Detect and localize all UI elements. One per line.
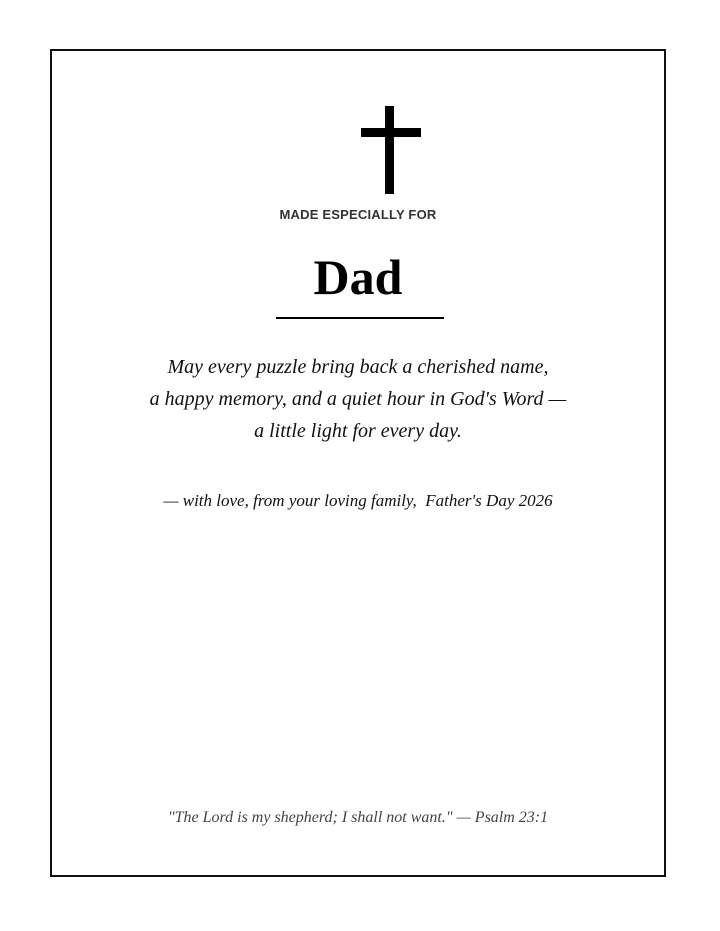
recipient-name: Dad — [313, 249, 403, 305]
cross-horizontal-bar — [361, 128, 421, 137]
blessing-line: a little light for every day. — [254, 420, 462, 442]
family-signoff: — with love, from your loving family, Father's Day 2026 — [163, 491, 553, 510]
dedication-page-frame — [50, 49, 666, 877]
cross-icon — [361, 106, 421, 194]
recipient-underline — [276, 317, 444, 319]
blessing-line: May every puzzle bring back a cherished name, — [167, 356, 549, 378]
blessing-line: a happy memory, and a quiet hour in God's Word — — [149, 388, 567, 410]
scripture-verse: "The Lord is my shepherd; I shall not want." — Psalm 23:1 — [167, 809, 549, 826]
blessing-text — [52, 351, 664, 447]
made-especially-for-label: MADE ESPECIALLY FOR — [279, 207, 437, 222]
cross-vertical-bar — [385, 106, 394, 194]
